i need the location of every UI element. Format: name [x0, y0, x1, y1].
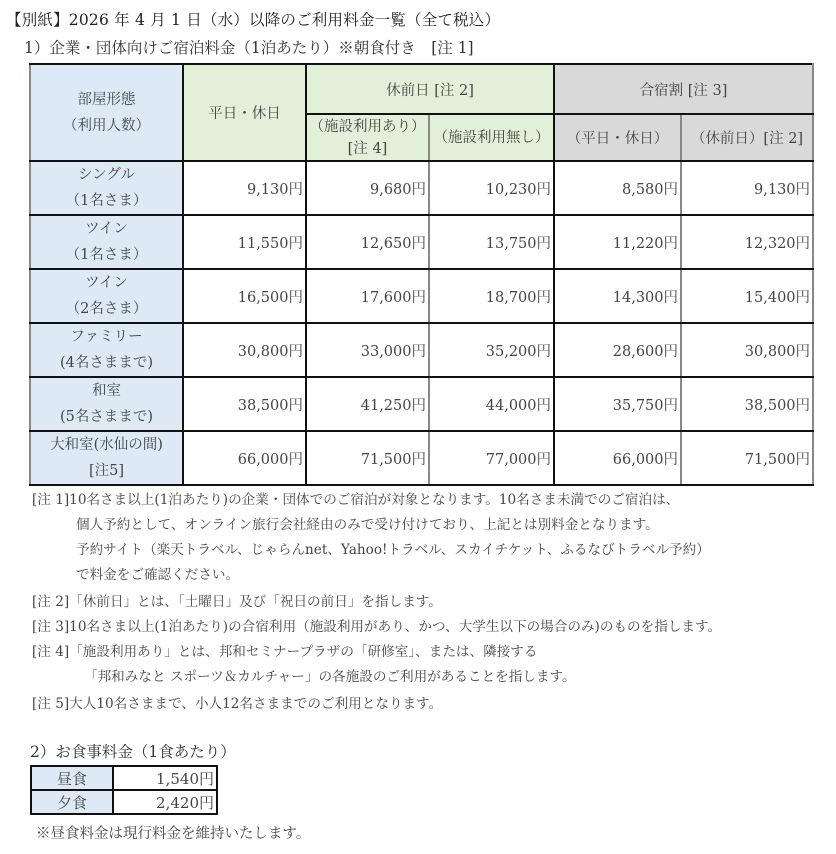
note-1-continued: 予約サイト（楽天トラベル、じゃらんnet、Yahoo!トラベル、スカイチケット、ふるなびトラベル予約）	[76, 542, 710, 558]
note-1: [注 1]10名さま以上(1泊あたり)の企業・団体でのご宿泊が対象となります。10名さま未満でのご宿泊は、	[32, 492, 680, 508]
room-name: シングル	[78, 167, 135, 183]
price-weekday: 11,550円	[183, 215, 306, 269]
price-camp-weekday: 66,000円	[554, 431, 681, 485]
note-5: [注 5]大人10名さままで、小人12名さままでのご利用となります。	[32, 696, 443, 712]
table-row	[30, 215, 813, 269]
room-name: 和室	[92, 383, 121, 399]
table-row	[30, 269, 813, 323]
meal-price-dinner: 2,420円	[113, 790, 217, 814]
section2-heading: 2）お食事料金（1食あたり）	[30, 743, 236, 761]
price-weekday: 9,130円	[183, 161, 306, 215]
header-camp-pre-holiday: （休前日）[注 2]	[681, 114, 813, 161]
table-row	[30, 161, 813, 215]
price-pre-holiday-with-facility: 41,250円	[306, 377, 429, 431]
header-pre-holiday-without-facility: （施設利用無し）	[429, 114, 554, 161]
room-name: 大和室(水仙の間)	[50, 437, 163, 453]
accommodation-rates-table	[29, 63, 814, 486]
note-2: [注 2]「休前日」とは、「土曜日」及び「祝日の前日」を指します。	[32, 594, 442, 610]
header-pre-holiday: 休前日 [注 2]	[306, 64, 554, 114]
price-camp-weekday: 28,600円	[554, 323, 681, 377]
room-name: ファミリー	[70, 329, 143, 345]
price-camp-pre-holiday: 71,500円	[681, 431, 813, 485]
price-camp-pre-holiday: 30,800円	[681, 323, 813, 377]
price-camp-pre-holiday: 15,400円	[681, 269, 813, 323]
header-capacity-label: （利用人数）	[63, 117, 150, 134]
price-camp-pre-holiday: 38,500円	[681, 377, 813, 431]
price-weekday: 30,800円	[183, 323, 306, 377]
header-with-facility-label: （施設利用あり）	[309, 118, 426, 135]
price-pre-holiday-without-facility: 77,000円	[429, 431, 554, 485]
header-camp-weekday: （平日・休日）	[554, 114, 681, 161]
price-pre-holiday-with-facility: 9,680円	[306, 161, 429, 215]
header-camp-discount: 合宿割 [注 3]	[554, 64, 813, 114]
price-pre-holiday-without-facility: 44,000円	[429, 377, 554, 431]
price-camp-weekday: 8,580円	[554, 161, 681, 215]
room-type-cell	[30, 269, 183, 323]
room-type-cell	[30, 323, 183, 377]
price-weekday: 66,000円	[183, 431, 306, 485]
price-camp-weekday: 35,750円	[554, 377, 681, 431]
note-1-continued: 個人予約として、オンライン旅行会社経由のみで受け付けており、上記とは別料金となります。	[76, 517, 659, 533]
room-name: ツイン	[85, 221, 128, 237]
meal-rates-table	[30, 765, 218, 815]
price-pre-holiday-with-facility: 33,000円	[306, 323, 429, 377]
room-capacity: (4名さままで)	[59, 355, 154, 371]
price-weekday: 16,500円	[183, 269, 306, 323]
meal-label-lunch: 昼食	[31, 766, 113, 790]
note-3: [注 3]10名さま以上(1泊あたり)の合宿利用（施設利用があり、かつ、大学生以下の場合のみ)のものを指します。	[32, 619, 722, 635]
room-type-cell	[30, 377, 183, 431]
price-camp-weekday: 14,300円	[554, 269, 681, 323]
room-capacity: (5名さままで)	[59, 409, 154, 425]
note-4-continued: 「邦和みなと スポーツ＆カルチャー」の各施設のご利用があることを指します。	[84, 669, 576, 685]
table-row	[30, 431, 813, 485]
room-capacity: [注5]	[88, 463, 125, 479]
price-pre-holiday-with-facility: 12,650円	[306, 215, 429, 269]
room-capacity: （1名さま）	[65, 247, 148, 263]
price-camp-pre-holiday: 12,320円	[681, 215, 813, 269]
meal-label-dinner: 夕食	[31, 790, 113, 814]
header-room-type-label: 部屋形態	[77, 91, 136, 108]
table-row	[30, 323, 813, 377]
room-name: ツイン	[85, 275, 128, 291]
notes-section	[32, 488, 832, 717]
price-pre-holiday-without-facility: 13,750円	[429, 215, 554, 269]
price-camp-weekday: 11,220円	[554, 215, 681, 269]
header-pre-holiday-with-facility	[306, 114, 429, 161]
meal-note: ※昼食料金は現行料金を維持いたします。	[36, 826, 311, 842]
price-weekday: 38,500円	[183, 377, 306, 431]
price-pre-holiday-without-facility: 18,700円	[429, 269, 554, 323]
room-type-cell	[30, 161, 183, 215]
price-camp-pre-holiday: 9,130円	[681, 161, 813, 215]
room-type-cell	[30, 215, 183, 269]
table-row	[30, 377, 813, 431]
note-1-continued: で料金をご確認ください。	[76, 567, 240, 583]
document-title: 【別紙】2026 年 4 月 1 日（水）以降のご利用料金一覧（全て税込）	[6, 11, 501, 29]
meal-price-lunch: 1,540円	[113, 766, 217, 790]
price-pre-holiday-with-facility: 17,600円	[306, 269, 429, 323]
table-row	[31, 790, 217, 814]
table-row	[31, 766, 217, 790]
room-capacity: （2名さま）	[65, 301, 148, 317]
header-note4-ref: [注 4]	[347, 140, 388, 157]
room-type-cell	[30, 431, 183, 485]
section1-heading: 1）企業・団体向けご宿泊料金（1泊あたり）※朝食付き [注 1]	[24, 39, 474, 57]
price-pre-holiday-with-facility: 71,500円	[306, 431, 429, 485]
header-room-type	[30, 64, 183, 161]
room-capacity: （1名さま）	[65, 193, 148, 209]
price-pre-holiday-without-facility: 10,230円	[429, 161, 554, 215]
header-weekday: 平日・休日	[183, 64, 306, 161]
note-4: [注 4]「施設利用あり」とは、邦和セミナープラザの「研修室」、または、隣接する	[32, 644, 538, 660]
price-pre-holiday-without-facility: 35,200円	[429, 323, 554, 377]
